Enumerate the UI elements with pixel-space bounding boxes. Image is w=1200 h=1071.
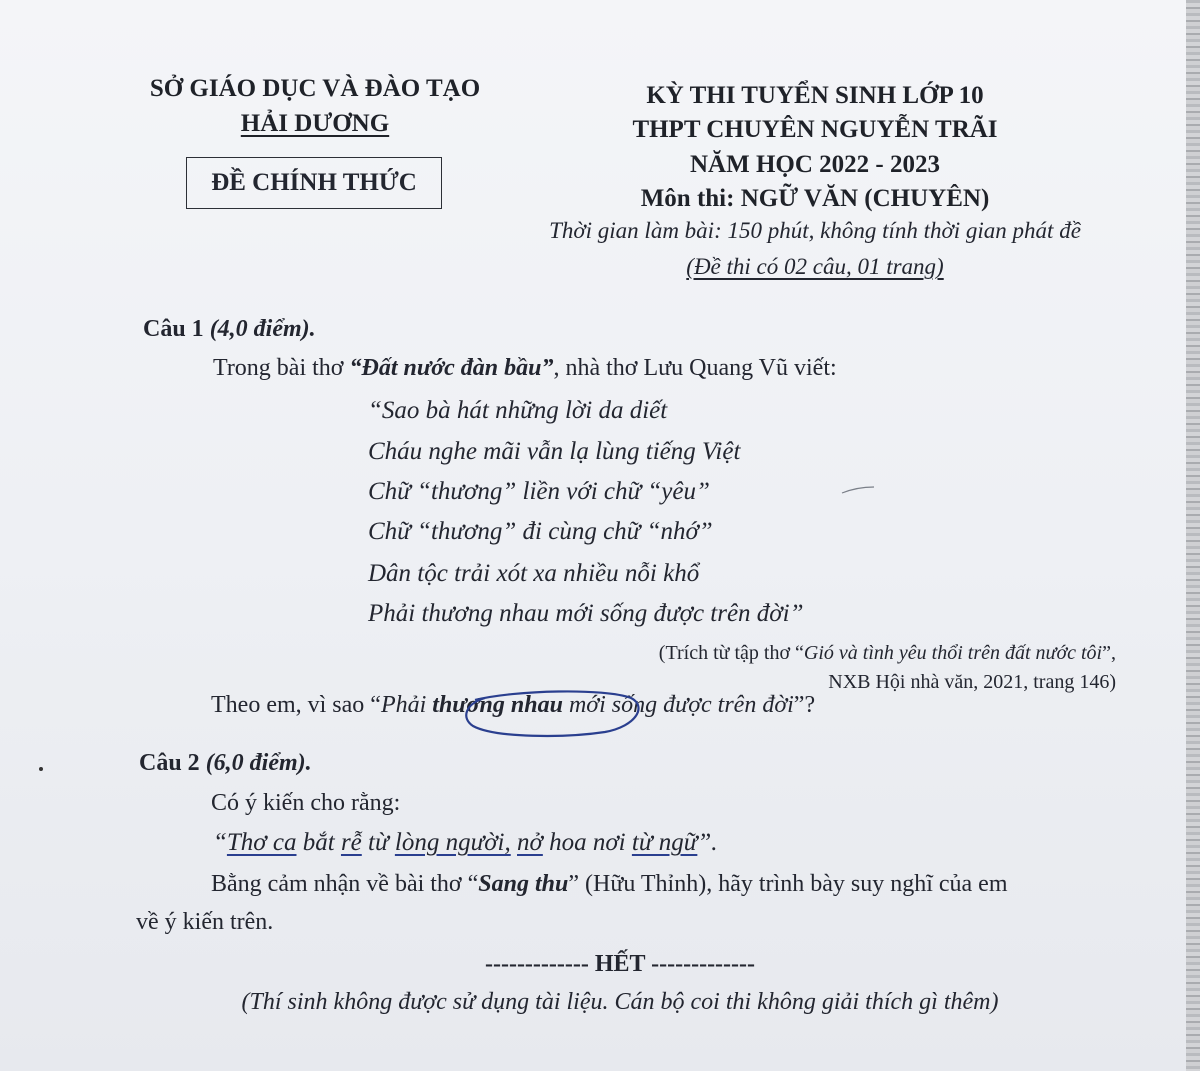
question2-task	[211, 871, 1007, 898]
page-count-note	[575, 254, 1055, 280]
poem-title: “Đất nước đàn bầu”	[349, 355, 554, 381]
poem-line: “Sao bà hát những lời da diết	[368, 397, 668, 424]
source-suffix: ”,	[1102, 642, 1116, 664]
quote-underlined: rễ	[340, 829, 362, 856]
prompt-suffix: ”?	[793, 692, 816, 718]
question1-intro	[213, 355, 837, 382]
task-poem-title: Sang thu	[478, 871, 569, 897]
poem-line: Cháu nghe mãi vẫn lạ lùng tiếng Việt	[368, 438, 741, 465]
poem-line: Phải thương nhau mới sống được trên đời”	[368, 600, 804, 627]
official-exam-label: ĐỀ CHÍNH THỨC	[186, 157, 442, 209]
quote-close: ”.	[697, 829, 718, 856]
poem-source-line2: NXB Hội nhà văn, 2021, trang 146)	[828, 671, 1116, 693]
question2-points: (6,0 điểm).	[205, 750, 312, 776]
prompt-prefix: Theo em, vì sao “	[211, 692, 381, 718]
province-name-text: HẢI DƯƠNG	[240, 110, 390, 137]
task-suffix: ” (Hữu Thỉnh), hãy trình bày suy nghĩ của em	[568, 871, 1008, 897]
page-count-note-text: (Đề thi có 02 câu, 01 trang)	[686, 254, 944, 279]
department-name: SỞ GIÁO DỤC VÀ ĐÀO TẠO	[149, 75, 481, 102]
exam-duration: Thời gian làm bài: 150 phút, không tính thời gian phát đề	[549, 218, 1081, 243]
question2-task-line2: về ý kiến trên.	[136, 909, 274, 935]
prompt-quote-start: Phải	[380, 692, 433, 718]
province-name	[120, 110, 510, 138]
question2-label: Câu 2	[139, 750, 200, 776]
footer-note: (Thí sinh không được sử dụng tài liệu. Cán bộ coi thi không giải thích gì thêm)	[241, 989, 999, 1015]
question2-quote	[213, 829, 718, 857]
poem-source-line1	[659, 642, 1116, 665]
quote-underlined: từ ngữ	[631, 829, 698, 856]
end-mark: ------------- HẾT -------------	[484, 951, 756, 977]
question1-prompt	[211, 692, 815, 719]
stone-background	[1186, 0, 1200, 1071]
quote-underlined: nở	[517, 829, 543, 856]
quote-underlined: lòng người,	[394, 829, 511, 856]
question2-intro: Có ý kiến cho rằng:	[211, 790, 401, 816]
school-year: NĂM HỌC 2022 - 2023	[690, 151, 940, 178]
exam-subject: Môn thi: NGỮ VĂN (CHUYÊN)	[640, 185, 990, 212]
intro-text: Trong bài thơ	[213, 355, 350, 381]
poem-line: Chữ “thương” liền với chữ “yêu”	[368, 478, 710, 505]
task-prefix: Bằng cảm nhận về bài thơ “	[211, 871, 479, 897]
exam-title: KỲ THI TUYỂN SINH LỚP 10	[646, 82, 984, 109]
quote-open: “	[213, 829, 227, 856]
source-prefix: (Trích từ tập thơ “	[658, 642, 804, 664]
intro-author-text: , nhà thơ Lưu Quang Vũ viết:	[553, 355, 837, 381]
quote-text: hoa nơi	[542, 829, 632, 856]
poem-line: Chữ “thương” đi cùng chữ “nhớ”	[368, 518, 713, 545]
question1-label: Câu 1	[143, 316, 204, 342]
school-name: THPT CHUYÊN NGUYỄN TRÃI	[632, 116, 998, 143]
question1-points: (4,0 điểm).	[209, 316, 316, 342]
source-collection-title: Gió và tình yêu thổi trên đất nước tôi	[803, 642, 1103, 664]
prompt-circled-phrase: thương nhau	[432, 692, 563, 718]
prompt-quote-end: mới sống được trên đời	[562, 692, 794, 718]
ink-dot	[39, 767, 43, 771]
question1-heading	[143, 316, 316, 343]
quote-text: bắt	[296, 829, 341, 856]
question2-heading	[139, 750, 312, 777]
poem-line: Dân tộc trải xót xa nhiều nỗi khổ	[368, 560, 700, 587]
quote-text: từ	[361, 829, 395, 856]
quote-underlined: Thơ ca	[226, 829, 297, 856]
